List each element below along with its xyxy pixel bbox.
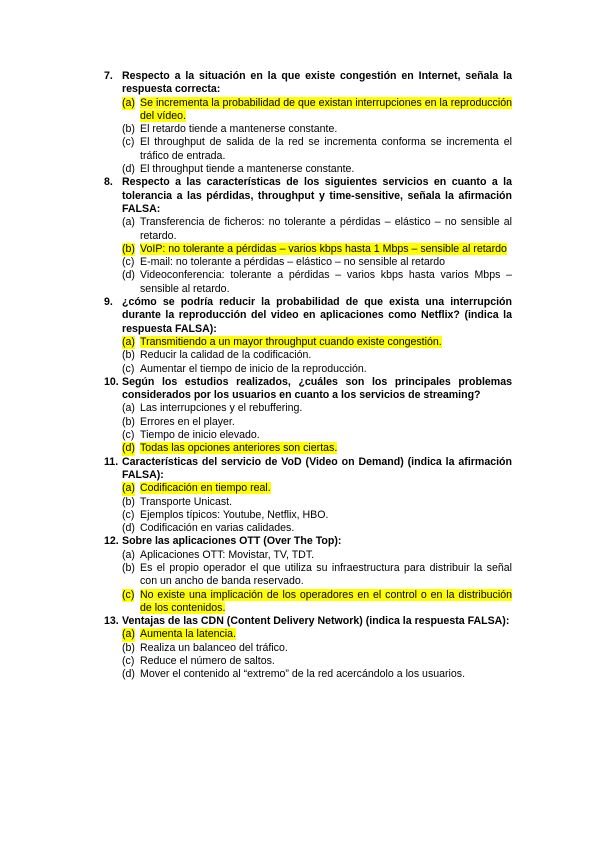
option-label: (c) <box>122 588 135 601</box>
highlighted-answer-text: Codificación en tiempo real. <box>140 482 271 495</box>
question-text: Respecto a las características de los siguientes servicios en cuanto a la tolerancia a las pérdidas, throughput y time-sensitive, señala la afirmación FALSA: <box>122 176 512 215</box>
option-label: (d) <box>122 163 135 176</box>
highlighted-answer-text: No existe una implicación de los operadores en el control o en la distribución de los contenidos. <box>140 588 512 614</box>
highlighted-answer-text: Se incrementa la probabilidad de que existan interrupciones en la reproducción del vídeo. <box>140 96 512 122</box>
question-number: 13. <box>104 615 119 628</box>
option-text: Aplicaciones OTT: Movistar, TV, TDT. <box>140 548 315 561</box>
option-text: Errores en el player. <box>140 415 235 428</box>
answer-option <box>122 402 512 415</box>
option-label: (d) <box>122 522 135 535</box>
option-label: (b) <box>122 495 135 508</box>
answer-option <box>122 363 512 376</box>
option-label: (d) <box>122 269 135 282</box>
question-7 <box>0 70 600 176</box>
highlighted-answer-text: VoIP: no tolerante a pérdidas – varios kbps hasta 1 Mbps – sensible al retardo <box>140 242 507 255</box>
answer-option <box>122 589 512 616</box>
answer-option <box>122 349 512 362</box>
question-number: 7. <box>104 70 113 82</box>
option-label: (b) <box>122 123 135 136</box>
option-list <box>122 216 512 296</box>
option-text: Ejemplos típicos: Youtube, Netflix, HBO. <box>140 508 329 521</box>
option-text: Mover el contenido al “extremo” de la red acercándolo a los usuarios. <box>140 668 466 681</box>
question-12 <box>0 535 600 615</box>
answer-option <box>122 496 512 509</box>
option-label: (c) <box>122 655 135 668</box>
option-text: Transporte Unicast. <box>140 495 233 508</box>
answer-option <box>122 269 512 296</box>
option-label: (c) <box>122 362 135 375</box>
question-text: Características del servicio de VoD (Video on Demand) (indica la afirmación FALSA): <box>122 455 512 481</box>
option-list <box>122 336 512 376</box>
option-text: El retardo tiende a mantenerse constante. <box>140 123 338 136</box>
answer-option <box>122 522 512 535</box>
option-text: El throughput tiende a mantenerse constante. <box>140 163 355 176</box>
option-label: (a) <box>122 548 135 561</box>
option-label: (c) <box>122 256 135 269</box>
question-8 <box>0 176 600 296</box>
option-label: (c) <box>122 508 135 521</box>
question-13 <box>0 615 600 681</box>
answer-option <box>122 256 512 269</box>
question-list <box>0 70 600 682</box>
question-number: 8. <box>104 176 113 189</box>
option-list <box>122 402 512 455</box>
question-number: 11. <box>104 455 119 468</box>
answer-option <box>122 509 512 522</box>
question-10 <box>0 376 600 456</box>
option-list <box>122 482 512 535</box>
option-text: Codificación en varias calidades. <box>140 522 295 535</box>
answer-option <box>122 549 512 562</box>
option-text: Reduce el número de saltos. <box>140 655 275 668</box>
question-text: ¿cómo se podría reducir la probabilidad de que exista una interrupción durante la reproducción del video en aplicaciones como Netflix? (indica la respuesta FALSA): <box>122 296 512 335</box>
answer-option <box>122 416 512 429</box>
option-label: (a) <box>122 335 135 348</box>
option-label: (b) <box>122 349 135 362</box>
question-number: 10. <box>104 375 119 388</box>
option-text: Realiza un balanceo del tráfico. <box>140 641 288 654</box>
answer-option <box>122 163 512 176</box>
answer-option <box>122 123 512 136</box>
question-9 <box>0 296 600 376</box>
option-label: (a) <box>122 628 135 641</box>
option-label: (a) <box>122 482 135 495</box>
option-text: Transferencia de ficheros: no tolerante a pérdidas – elástico – no sensible al retardo. <box>140 216 512 242</box>
answer-option <box>122 243 512 256</box>
answer-option <box>122 429 512 442</box>
option-label: (a) <box>122 216 135 229</box>
option-label: (b) <box>122 641 135 654</box>
question-text: Ventajas de las CDN (Content Delivery Network) (indica la respuesta FALSA): <box>122 615 510 628</box>
highlighted-answer-text: Transmitiendo a un mayor throughput cuando existe congestión. <box>140 335 442 348</box>
answer-option <box>122 442 512 455</box>
option-list <box>122 549 512 615</box>
option-label: (a) <box>122 402 135 415</box>
option-label: (d) <box>122 442 135 455</box>
option-label: (a) <box>122 96 135 109</box>
answer-option <box>122 642 512 655</box>
option-label: (d) <box>122 668 135 681</box>
answer-option <box>122 136 512 163</box>
option-text: El throughput de salida de la red se incrementa conforma se incrementa el tráfico de entrada. <box>140 136 512 162</box>
option-label: (c) <box>122 429 135 442</box>
answer-option <box>122 628 512 641</box>
highlighted-answer-text: Aumenta la latencia. <box>140 628 236 641</box>
option-label: (b) <box>122 561 135 574</box>
question-text: Respecto a la situación en la que existe congestión en Internet, señala la respuesta correcta: <box>122 70 512 96</box>
question-11 <box>0 456 600 536</box>
option-text: Es el propio operador el que utiliza su infraestructura para distribuir la señal con un ancho de banda reservado. <box>140 561 512 588</box>
option-text: Tiempo de inicio elevado. <box>140 429 260 442</box>
option-text: Reducir la calidad de la codificación. <box>140 349 312 362</box>
option-text: Aumentar el tiempo de inicio de la reproducción. <box>140 362 367 375</box>
highlighted-answer-text: Todas las opciones anteriores son ciertas. <box>140 442 338 455</box>
option-label: (b) <box>122 415 135 428</box>
option-label: (c) <box>122 136 135 149</box>
option-text: Videoconferencia: tolerante a pérdidas – varios kbps hasta varios Mbps – sensible al retardo. <box>140 269 512 295</box>
question-number: 12. <box>104 535 119 548</box>
option-list <box>122 628 512 681</box>
question-number: 9. <box>104 296 113 309</box>
answer-option <box>122 482 512 495</box>
answer-option <box>122 562 512 589</box>
option-text: E-mail: no tolerante a pérdidas – elástico – no sensible al retardo <box>140 256 446 269</box>
answer-option <box>122 216 512 243</box>
option-text: Las interrupciones y el rebuffering. <box>140 402 303 415</box>
answer-option <box>122 655 512 668</box>
answer-option <box>122 668 512 681</box>
question-text: Según los estudios realizados, ¿cuáles son los principales problemas considerados por los usuarios en cuanto a los servicios de streaming? <box>122 375 512 402</box>
question-text: Sobre las aplicaciones OTT (Over The Top): <box>122 535 342 548</box>
answer-option <box>122 336 512 349</box>
option-list <box>122 97 512 177</box>
answer-option <box>122 97 512 124</box>
option-label: (b) <box>122 242 135 255</box>
